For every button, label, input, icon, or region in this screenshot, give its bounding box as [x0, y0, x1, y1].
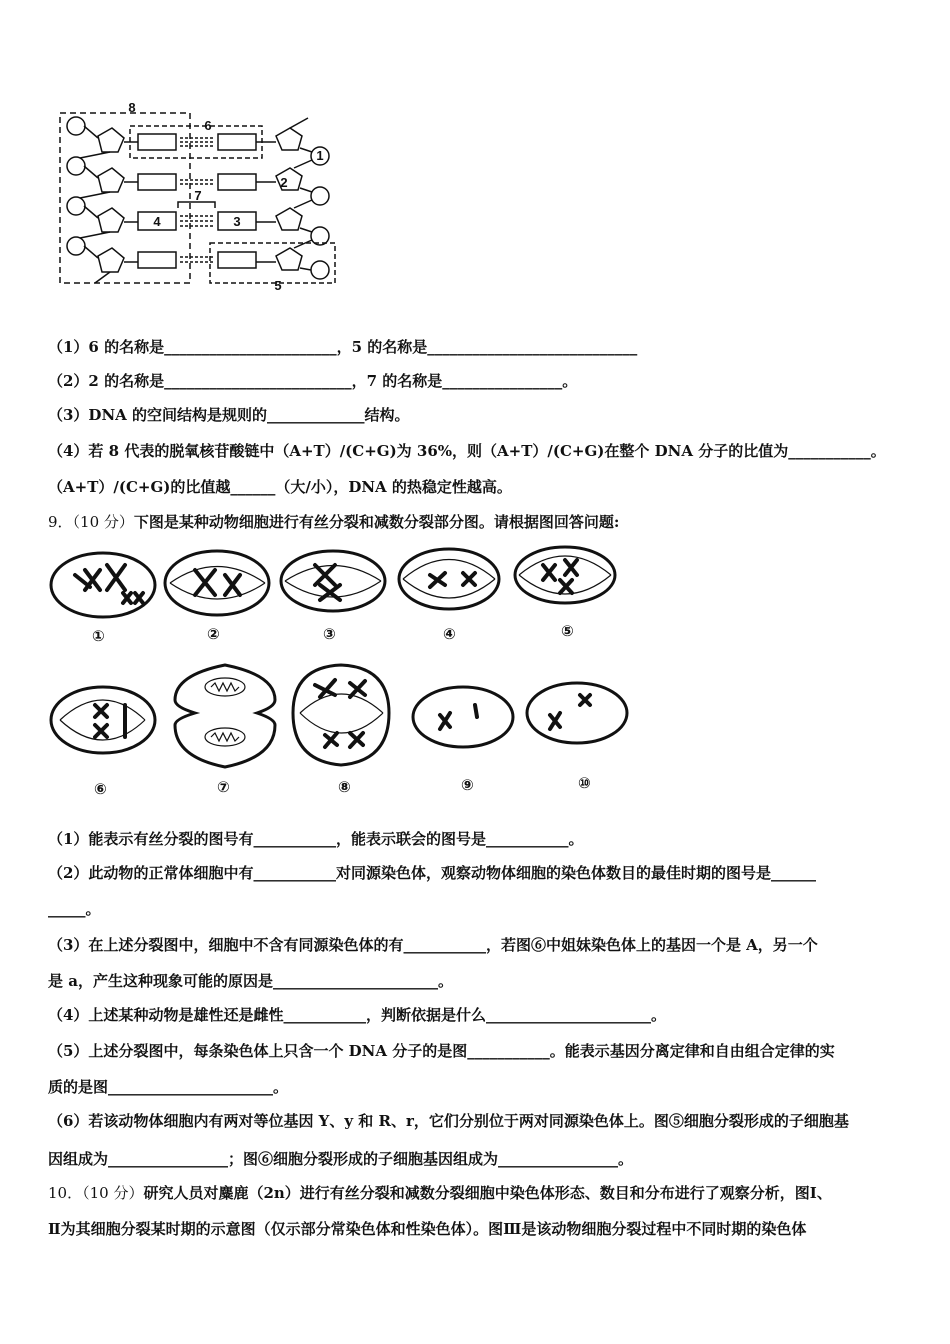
- cell-label-5: ⑤: [561, 622, 574, 640]
- dna-label-7: 7: [194, 188, 202, 203]
- q8-line-4: （4）若 8 代表的脱氧核苷酸链中（A+T）/(C+G)为 36%，则（A+T）/(C+G)在整个 DNA 分子的比值为___________。: [48, 442, 886, 460]
- dna-label-1: 1: [316, 148, 324, 163]
- q9-line-2: （2）此动物的正常体细胞中有___________对同源染色体，观察动物体细胞的染色体数目的最佳时期的图号是______: [48, 864, 816, 882]
- q9-line-6: （6）若该动物体细胞内有两对等位基因 Y、y 和 R、r，它们分别位于两对同源染色体上。图⑤细胞分裂形成的子细胞基: [48, 1112, 849, 1130]
- cell-division-figure: [45, 545, 645, 800]
- q8-line-5: （A+T）/(C+G)的比值越______（大/小），DNA 的热稳定性越高。: [48, 478, 512, 496]
- q9-stem: 下图是某种动物细胞进行有丝分裂和减数分裂部分图。请根据图回答问题:: [133, 513, 620, 531]
- q10-number: 10．: [48, 1184, 83, 1202]
- cell-label-7: ⑦: [217, 778, 230, 796]
- cell-label-1: ①: [92, 627, 105, 645]
- q9-line-5-cont: 质的是图______________________。: [48, 1078, 289, 1096]
- q9-line-6-cont: 因组成为________________；图⑥细胞分裂形成的子细胞基因组成为________________。: [48, 1150, 634, 1168]
- q9-line-5: （5）上述分裂图中，每条染色体上只含一个 DNA 分子的是图___________。能表示基因分离定律和自由组合定律的实: [48, 1042, 835, 1060]
- q9-line-3: （3）在上述分裂图中，细胞中不含有同源染色体的有___________，若图⑥中姐妹染色体上的基因一个是 A，另一个: [48, 936, 818, 954]
- dna-label-8: 8: [128, 100, 136, 115]
- cell-label-9: ⑨: [461, 776, 474, 794]
- q9-line-1: （1）能表示有丝分裂的图号有___________，能表示联会的图号是___________。: [48, 830, 584, 848]
- q10-line-2: Ⅱ为其细胞分裂某时期的示意图（仅示部分常染色体和性染色体）。图Ⅲ是该动物细胞分裂过程中不同时期的染色体: [48, 1220, 807, 1238]
- dna-label-4: 4: [153, 214, 161, 229]
- q8-line-3: （3）DNA 的空间结构是规则的_____________结构。: [48, 406, 410, 424]
- q9-line-4: （4）上述某种动物是雄性还是雌性___________，判断依据是什么______________________。: [48, 1006, 666, 1024]
- q10-stem: 研究人员对麋鹿（2n）进行有丝分裂和减数分裂细胞中染色体形态、数目和分布进行了观察分析，图Ⅰ、: [143, 1184, 832, 1202]
- q8-line-2: （2）2 的名称是_________________________，7 的名称是________________。: [48, 372, 578, 390]
- dna-label-2: 2: [280, 175, 288, 190]
- q9-number: 9．: [48, 513, 73, 531]
- cell-label-3: ③: [323, 625, 336, 643]
- dna-structure-figure: [50, 98, 350, 298]
- q10-score: （10 分）: [82, 1184, 144, 1202]
- cell-label-2: ②: [207, 625, 220, 643]
- cell-label-4: ④: [443, 625, 456, 643]
- cell-label-10: ⑩: [578, 774, 591, 792]
- dna-label-6: 6: [204, 118, 212, 133]
- q9-line-3-cont: 是 a，产生这种现象可能的原因是______________________。: [48, 972, 453, 990]
- q8-line-1: （1）6 的名称是_______________________，5 的名称是____________________________: [48, 338, 638, 356]
- cell-label-6: ⑥: [94, 780, 107, 798]
- dna-label-3: 3: [233, 214, 241, 229]
- cell-label-8: ⑧: [338, 778, 351, 796]
- q9-line-2-cont: _____。: [48, 900, 101, 918]
- dna-label-5: 5: [274, 278, 282, 293]
- q9-score: （10 分）: [72, 513, 134, 531]
- q10-header: [48, 1182, 832, 1203]
- q9-header: [48, 511, 619, 532]
